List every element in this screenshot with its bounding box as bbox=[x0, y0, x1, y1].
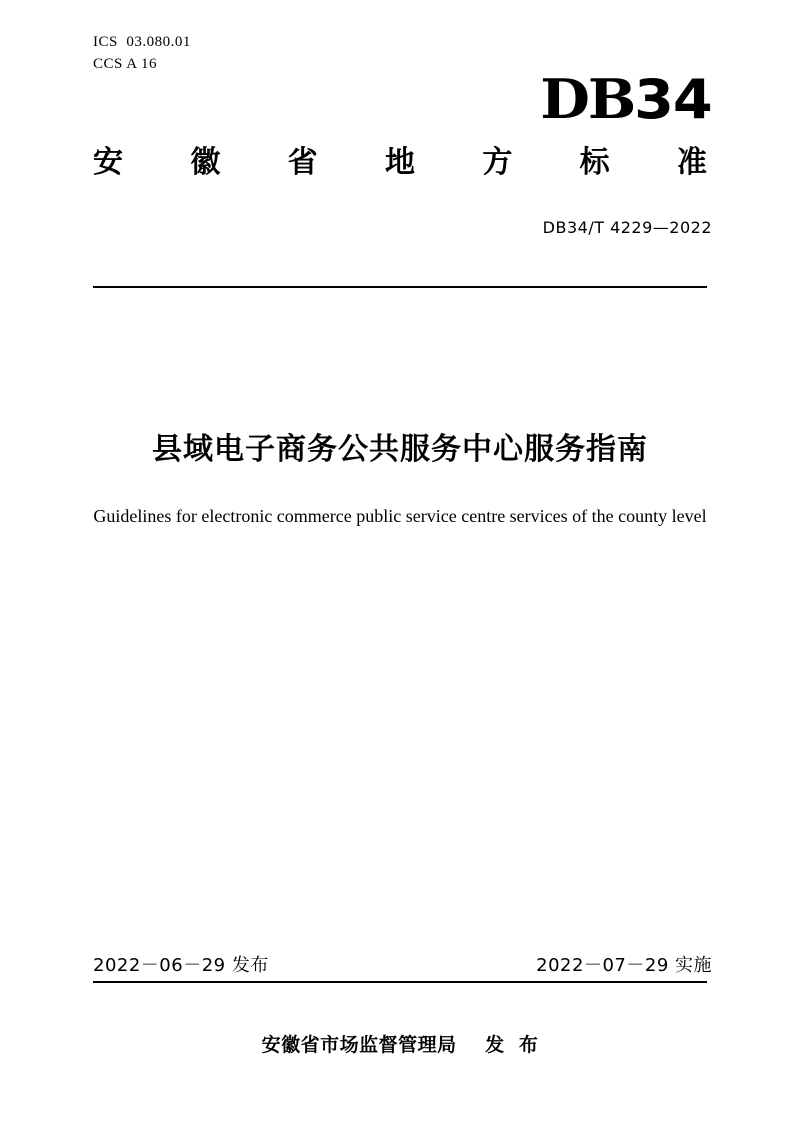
issue-date: 2022－06－29 发布 bbox=[93, 955, 269, 976]
db34-logo bbox=[540, 67, 712, 131]
db34-logo-prefix: DB bbox=[540, 67, 635, 131]
standard-series-char-0: 安 bbox=[93, 145, 123, 180]
standard-series-char-4: 方 bbox=[482, 145, 513, 180]
header-divider bbox=[93, 286, 707, 288]
ccs-code: CCS A 16 bbox=[93, 55, 158, 72]
implementation-date: 2022－07－29 实施 bbox=[536, 955, 712, 976]
standard-series-heading bbox=[93, 145, 707, 180]
standard-series-char-6: 准 bbox=[676, 145, 707, 180]
standard-series-char-5: 标 bbox=[579, 145, 610, 180]
footer-divider bbox=[93, 981, 707, 983]
page-title-english: Guidelines for electronic commerce public service centre services of the county level bbox=[93, 506, 707, 526]
standard-series-char-2: 省 bbox=[287, 145, 318, 180]
db34-logo-number: 34 bbox=[634, 68, 712, 131]
publisher-line: 安徽省市场监督管理局 发 布 bbox=[261, 1034, 539, 1056]
page-title-chinese: 县域电子商务公共服务中心服务指南 bbox=[152, 432, 648, 467]
standard-series-char-1: 徽 bbox=[190, 145, 221, 180]
standard-series-char-3: 地 bbox=[384, 145, 415, 180]
ics-code: ICS 03.080.01 bbox=[93, 34, 191, 50]
standard-number: DB34/T 4229—2022 bbox=[542, 218, 712, 237]
classification-block bbox=[93, 32, 191, 76]
